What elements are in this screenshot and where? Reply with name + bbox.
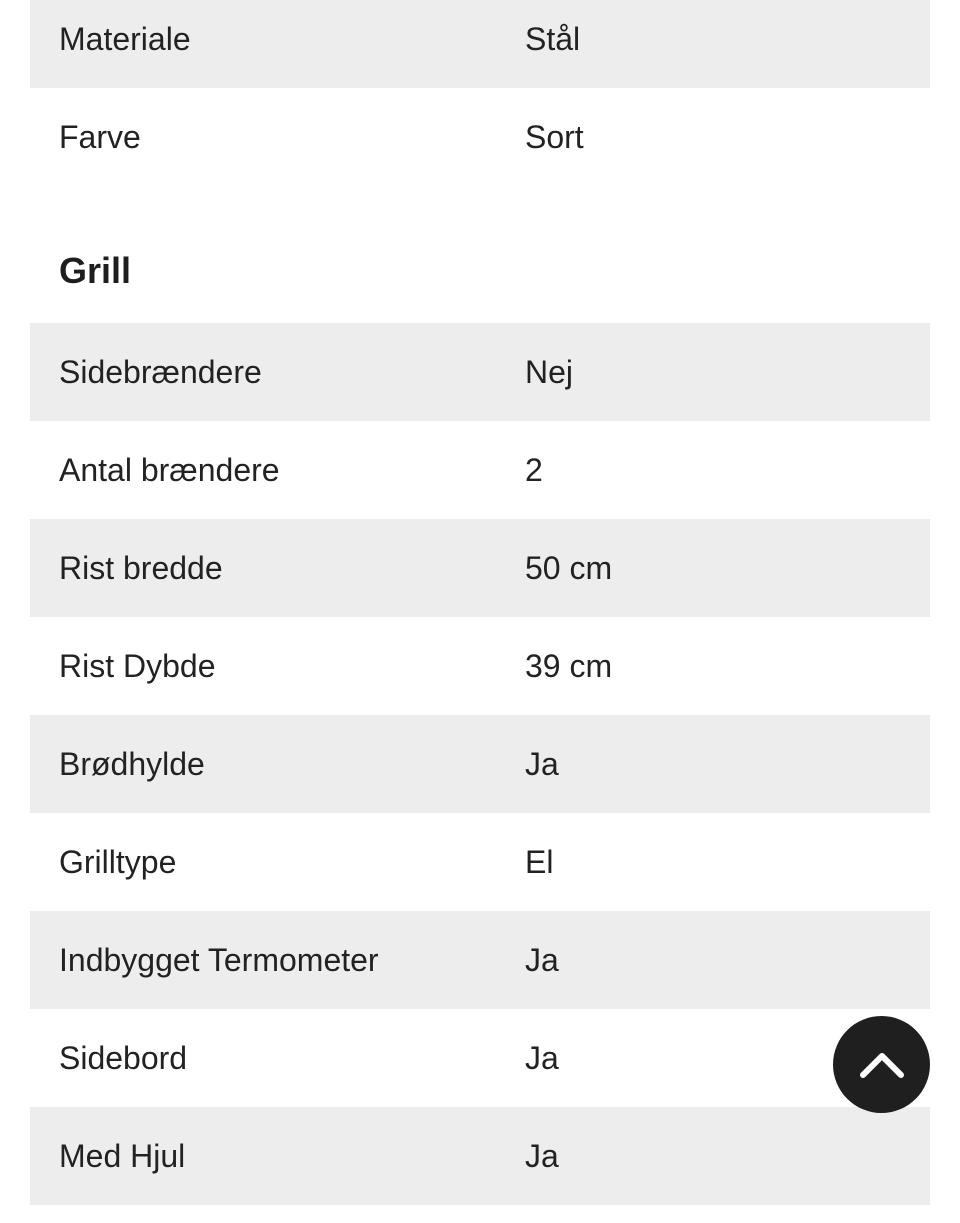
spec-value: Sort [525,118,584,155]
spec-value: 50 cm [525,549,613,586]
spec-row-antal-braendere [30,421,930,519]
spec-value: Ja [525,745,559,782]
spec-value: 2 [525,451,543,488]
spec-value: 39 cm [525,647,613,684]
spec-value: Ja [525,1039,559,1076]
spec-label: Grilltype [59,843,177,880]
spec-label: Indbygget Termometer [59,941,379,978]
spec-row-sidebord [30,1009,930,1107]
grill-specs-table [30,323,930,1205]
spec-row-materiale [30,0,930,88]
spec-label: Med Hjul [59,1137,186,1174]
general-specs-table [30,0,930,186]
spec-row-broedhylde [30,715,930,813]
spec-value: El [525,843,554,880]
spec-label: Sidebord [59,1039,188,1076]
spec-value: Ja [525,941,559,978]
section-title-grill: Grill [59,250,132,291]
spec-label: Materiale [59,20,191,57]
spec-value: Nej [525,353,574,390]
chevron-up-icon [859,1051,905,1079]
spec-label: Rist Dybde [59,647,216,684]
spec-row-grilltype [30,813,930,911]
spec-row-rist-bredde [30,519,930,617]
spec-value: Ja [525,1137,559,1174]
scroll-to-top-button[interactable] [833,1016,930,1113]
spec-row-med-hjul [30,1107,930,1205]
spec-label: Rist bredde [59,549,223,586]
spec-label: Antal brændere [59,451,280,488]
spec-row-farve [30,88,930,186]
spec-value: Stål [525,20,581,57]
spec-row-sidebraendere [30,323,930,421]
spec-label: Brødhylde [59,745,205,782]
spec-label: Sidebrændere [59,353,262,390]
spec-row-indbygget-termometer [30,911,930,1009]
spec-row-rist-dybde [30,617,930,715]
spec-label: Farve [59,118,141,155]
